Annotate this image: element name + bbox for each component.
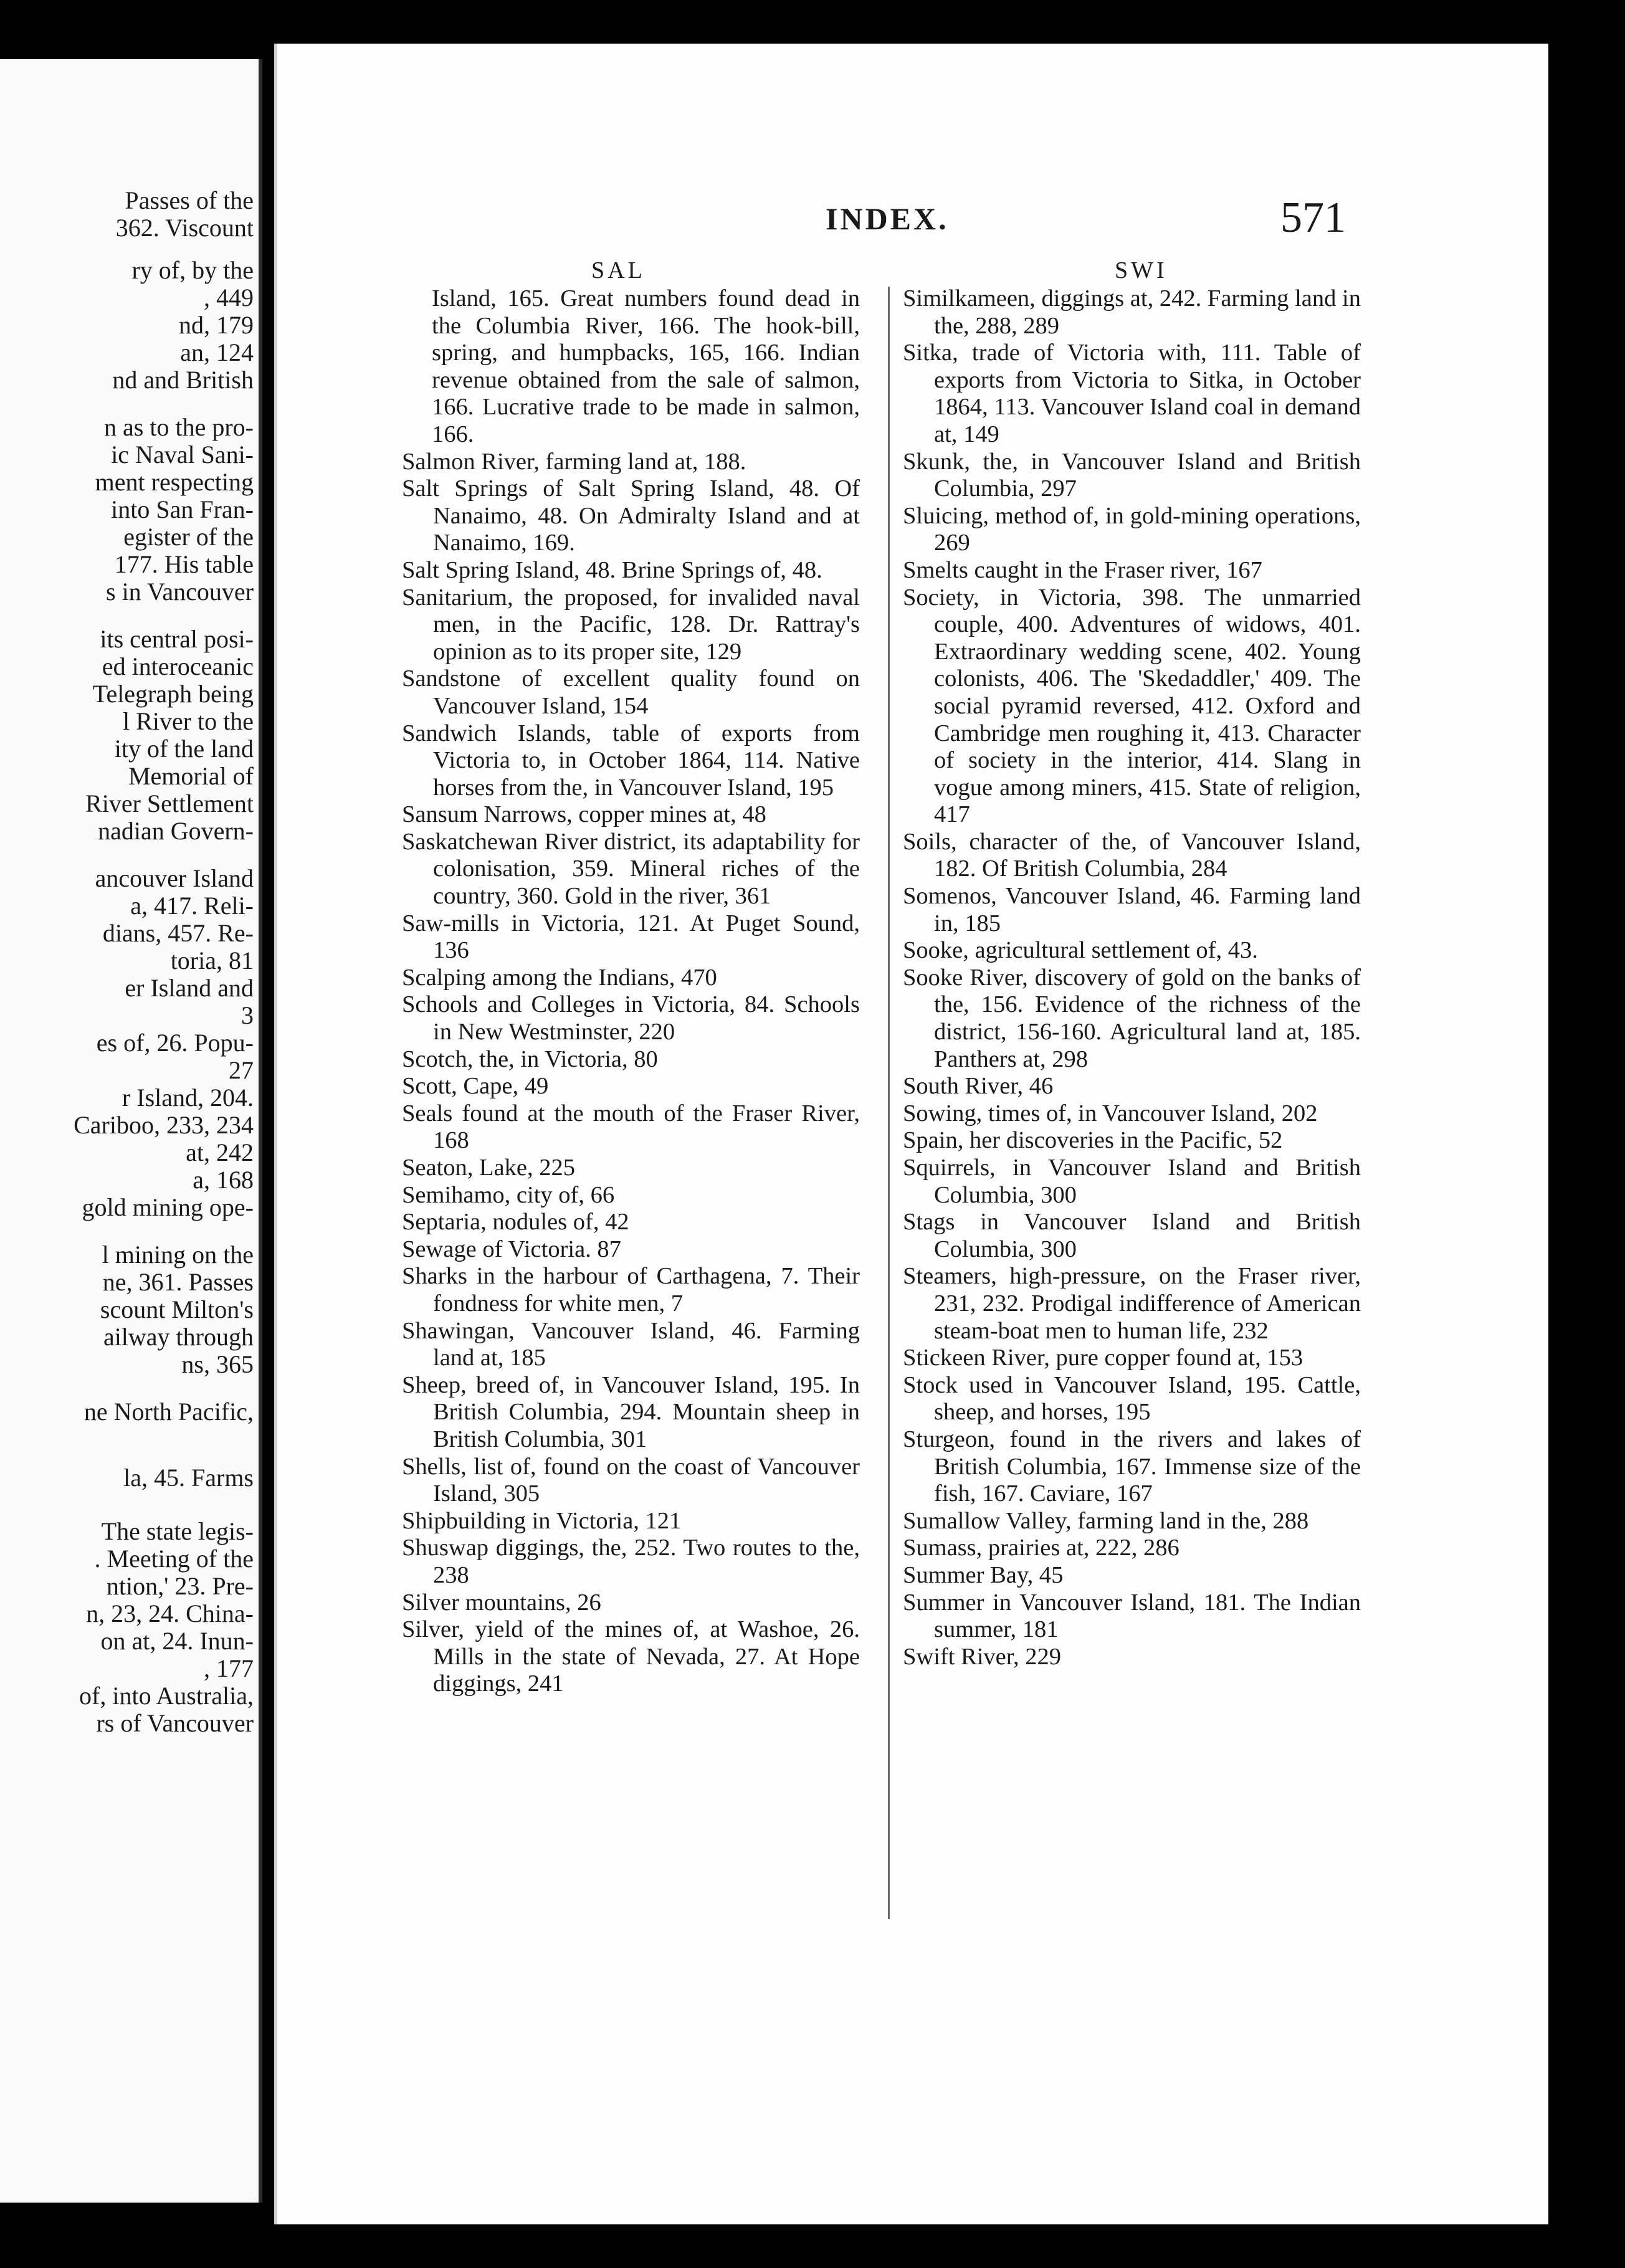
index-entry: Seals found at the mouth of the Fraser River, 168 bbox=[402, 1100, 860, 1154]
left-page-text-fragment: es of, 26. Popu- bbox=[96, 1029, 254, 1057]
left-page-text-fragment: nadian Govern- bbox=[98, 817, 254, 845]
left-page-text-fragment: n, 23, 24. China- bbox=[86, 1599, 254, 1627]
left-page-text-fragment: ns, 365 bbox=[181, 1350, 254, 1378]
left-page-text-fragment: ed interoceanic bbox=[102, 652, 254, 680]
index-entry: Septaria, nodules of, 42 bbox=[402, 1209, 629, 1236]
index-entry: Skunk, the, in Vancouver Island and British Columbia, 297 bbox=[903, 448, 1361, 502]
left-page-text-fragment: ity of the land bbox=[114, 735, 254, 763]
index-entry: Stickeen River, pure copper found at, 153 bbox=[903, 1345, 1303, 1371]
left-page-text-fragment: River Settlement bbox=[85, 789, 254, 817]
page-title: INDEX. bbox=[826, 201, 949, 236]
left-page-text-fragment: ne North Pacific, bbox=[83, 1398, 254, 1426]
left-page-text-fragment: dians, 457. Re- bbox=[102, 919, 254, 947]
left-page-text-fragment: 3 bbox=[241, 1001, 254, 1029]
left-page-text-fragment: la, 45. Farms bbox=[123, 1464, 254, 1492]
left-page-text-fragment: , 449 bbox=[204, 284, 254, 312]
left-page-text-fragment: ailway through bbox=[103, 1323, 254, 1351]
index-entry: Silver, yield of the mines of, at Washoe, 26. Mills in the state of Nevada, 27. At Hope diggings, 241 bbox=[402, 1616, 860, 1697]
left-page-text-fragment: Telegraph being bbox=[92, 680, 254, 708]
left-page-text-fragment: ment respecting bbox=[95, 468, 254, 496]
left-page-text-fragment: . Meeting of the bbox=[94, 1545, 254, 1573]
index-column-right bbox=[903, 285, 1361, 1670]
left-page-text-fragment: at, 242 bbox=[186, 1138, 254, 1166]
left-page-text-fragment: an, 124 bbox=[180, 338, 254, 366]
index-entry: Sooke River, discovery of gold on the banks of the, 156. Evidence of the richness of the district, 156-160. Agricultural land at, 185. Panthers at, 298 bbox=[903, 964, 1361, 1072]
index-entry: Sansum Narrows, copper mines at, 48 bbox=[402, 801, 766, 828]
left-page-text-fragment: l mining on the bbox=[102, 1241, 254, 1269]
left-page-text-fragment: er Island and bbox=[125, 974, 254, 1002]
left-page-text-fragment: nd, 179 bbox=[179, 311, 254, 339]
catchword-right: SWI bbox=[1115, 257, 1168, 284]
index-entry: Steamers, high-pressure, on the Fraser river, 231, 232. Prodigal indifference of American steam-boat men to human life, 232 bbox=[903, 1263, 1361, 1344]
left-page-text-fragment: ntion,' 23. Pre- bbox=[106, 1572, 254, 1600]
left-page-text-fragment: on at, 24. Inun- bbox=[100, 1627, 254, 1655]
left-page-text-fragment: 177. His table bbox=[114, 550, 254, 578]
index-entry: South River, 46 bbox=[903, 1073, 1054, 1100]
index-entry: Shawingan, Vancouver Island, 46. Farming land at, 185 bbox=[402, 1317, 860, 1371]
left-page-text-fragment: 27 bbox=[229, 1056, 254, 1084]
left-page-text-fragment: of, into Australia, bbox=[79, 1682, 254, 1710]
index-entry: Shuswap diggings, the, 252. Two routes to the, 238 bbox=[402, 1535, 860, 1588]
left-page-text-fragment: rs of Vancouver bbox=[96, 1709, 254, 1737]
column-divider bbox=[888, 287, 890, 1919]
index-entry: Scalping among the Indians, 470 bbox=[402, 964, 717, 991]
index-entry: Somenos, Vancouver Island, 46. Farming land in, 185 bbox=[903, 883, 1361, 936]
index-entry: Spain, her discoveries in the Pacific, 52 bbox=[903, 1127, 1283, 1154]
left-page-text-fragment: gold mining ope- bbox=[82, 1193, 254, 1221]
left-page-text-fragment: ancouver Island bbox=[95, 864, 254, 892]
index-entry: Sandstone of excellent quality found on Vancouver Island, 154 bbox=[402, 665, 860, 719]
index-entry: Sumallow Valley, farming land in the, 288 bbox=[903, 1507, 1309, 1534]
index-entry: Stags in Vancouver Island and British Columbia, 300 bbox=[903, 1209, 1361, 1262]
index-entry: Summer in Vancouver Island, 181. The Indian summer, 181 bbox=[903, 1589, 1361, 1643]
left-page-text-fragment: ry of, by the bbox=[131, 256, 254, 284]
left-page-text-fragment: its central posi- bbox=[100, 625, 254, 653]
index-page bbox=[274, 44, 1548, 2224]
left-page-text-fragment: a, 417. Reli- bbox=[130, 892, 254, 920]
index-entry: Salt Springs of Salt Spring Island, 48. Of Nanaimo, 48. On Admiralty Island and at Nanaimo, 169. bbox=[402, 475, 860, 556]
index-entry: Sowing, times of, in Vancouver Island, 202 bbox=[903, 1100, 1318, 1127]
left-page-text-fragment: toria, 81 bbox=[170, 946, 254, 974]
index-entry: Swift River, 229 bbox=[903, 1643, 1062, 1670]
index-entry: Sandwich Islands, table of exports from Victoria to, in October 1864, 114. Native horses from the, in Vancouver Island, 195 bbox=[402, 720, 860, 801]
left-page-text-fragment: s in Vancouver bbox=[106, 578, 254, 606]
index-entry-continuation: Island, 165. Great numbers found dead in the Columbia River, 166. The hook-bill, spring, and humpbacks, 165, 166. Indian revenue obtained from the sale of salmon, 166. Lucrative trade to be made in salmon, 166. bbox=[432, 285, 860, 447]
index-entry: Silver mountains, 26 bbox=[402, 1589, 601, 1616]
left-page-text-fragment: 362. Viscount bbox=[115, 214, 254, 242]
index-entry: Sumass, prairies at, 222, 286 bbox=[903, 1535, 1179, 1561]
index-entry: Scotch, the, in Victoria, 80 bbox=[402, 1046, 658, 1072]
index-entry: Society, in Victoria, 398. The unmarried couple, 400. Adventures of widows, 401. Extraordinary wedding scene, 402. Young colonists, 406. The 'Skedaddler,' 409. The social pyramid reversed, 412. Oxford and Cambridge men roughing it, 413. Character of society in the interior, 414. Slang in vogue among miners, 415. State of religion, 417 bbox=[903, 584, 1361, 828]
left-page-text-fragment: ne, 361. Passes bbox=[102, 1268, 254, 1296]
index-entry: Sturgeon, found in the rivers and lakes of British Columbia, 167. Immense size of the fish, 167. Caviare, 167 bbox=[903, 1426, 1361, 1507]
index-entry: Soils, character of the, of Vancouver Island, 182. Of British Columbia, 284 bbox=[903, 828, 1361, 882]
index-entry: Smelts caught in the Fraser river, 167 bbox=[903, 556, 1262, 583]
index-entry: Saw-mills in Victoria, 121. At Puget Sound, 136 bbox=[402, 910, 860, 964]
index-entry: Semihamo, city of, 66 bbox=[402, 1181, 615, 1208]
left-page-text-fragment: , 177 bbox=[204, 1654, 254, 1682]
index-entry: Sooke, agricultural settlement of, 43. bbox=[903, 937, 1258, 964]
index-column-left bbox=[402, 285, 860, 1698]
index-entry: Summer Bay, 45 bbox=[903, 1561, 1064, 1588]
index-entry: Sewage of Victoria. 87 bbox=[402, 1236, 621, 1262]
index-entry: Similkameen, diggings at, 242. Farming land in the, 288, 289 bbox=[903, 285, 1361, 339]
left-page-text-fragment: egister of the bbox=[123, 523, 254, 551]
left-page-text-fragment: l River to the bbox=[123, 707, 254, 735]
index-entry: Sitka, trade of Victoria with, 111. Table of exports from Victoria to Sitka, in October 1864, 113. Vancouver Island coal in demand at, 149 bbox=[903, 340, 1361, 447]
index-entry: Shells, list of, found on the coast of Vancouver Island, 305 bbox=[402, 1453, 860, 1507]
index-entry: Seaton, Lake, 225 bbox=[402, 1155, 575, 1181]
index-entry: Schools and Colleges in Victoria, 84. Schools in New Westminster, 220 bbox=[402, 991, 860, 1046]
index-entry: Stock used in Vancouver Island, 195. Cattle, sheep, and horses, 195 bbox=[903, 1371, 1361, 1426]
index-entry: Shipbuilding in Victoria, 121 bbox=[402, 1507, 682, 1534]
page-header bbox=[277, 194, 1548, 250]
index-entry: Sanitarium, the proposed, for invalided naval men, in the Pacific, 128. Dr. Rattray's opinion as to its proper site, 129 bbox=[402, 584, 860, 665]
index-entry: Squirrels, in Vancouver Island and British Columbia, 300 bbox=[903, 1155, 1361, 1208]
index-entry: Sharks in the harbour of Carthagena, 7. Their fondness for white men, 7 bbox=[402, 1263, 860, 1317]
index-entry: Saskatchewan River district, its adaptability for colonisation, 359. Mineral riches of the country, 360. Gold in the river, 361 bbox=[402, 828, 860, 910]
index-entry: Salmon River, farming land at, 188. bbox=[402, 448, 746, 475]
index-entry: Scott, Cape, 49 bbox=[402, 1073, 549, 1100]
left-page-text-fragment: n as to the pro- bbox=[104, 413, 254, 441]
left-page-text-fragment: ic Naval Sani- bbox=[111, 441, 254, 469]
index-entry: Sheep, breed of, in Vancouver Island, 195. In British Columbia, 294. Mountain sheep in British Columbia, 301 bbox=[402, 1371, 860, 1452]
left-page-text-fragment: Cariboo, 233, 234 bbox=[74, 1111, 254, 1139]
left-page-text-fragment: Memorial of bbox=[128, 762, 254, 790]
left-page-text-fragment: Passes of the bbox=[125, 186, 254, 214]
left-page-text-fragment: nd and British bbox=[112, 366, 254, 394]
previous-page-edge bbox=[0, 59, 262, 2203]
left-page-text-fragment: a, 168 bbox=[193, 1166, 254, 1194]
left-page-text-fragment: scount Milton's bbox=[100, 1295, 254, 1323]
left-page-text-fragment: into San Fran- bbox=[111, 495, 254, 523]
index-entry: Salt Spring Island, 48. Brine Springs of, 48. bbox=[402, 556, 822, 583]
left-page-text-fragment: The state legis- bbox=[101, 1517, 254, 1545]
left-page-text-fragment: r Island, 204. bbox=[122, 1084, 254, 1112]
catchword-left: SAL bbox=[591, 257, 646, 284]
index-entry: Sluicing, method of, in gold-mining operations, 269 bbox=[903, 502, 1361, 556]
page-number: 571 bbox=[1280, 194, 1346, 242]
